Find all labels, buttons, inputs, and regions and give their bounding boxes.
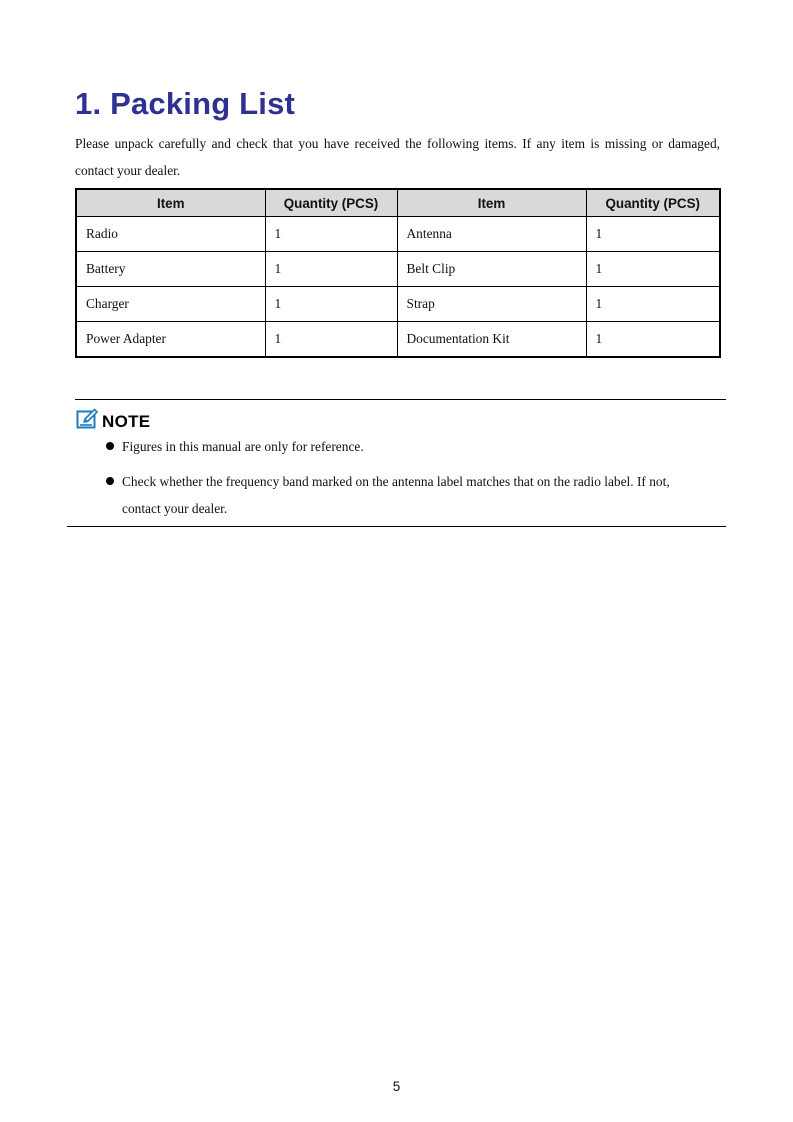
table-header-row — [76, 189, 720, 217]
item-cell: Charger — [76, 287, 265, 322]
note-top-divider — [75, 399, 726, 400]
note-list — [106, 433, 706, 530]
quantity-cell: 1 — [586, 252, 720, 287]
note-text: Figures in this manual are only for reference. — [122, 439, 364, 454]
intro-paragraph: Please unpack carefully and check that you have received the following items. If any item is missing or damaged, contact your dealer. — [75, 136, 720, 178]
item-cell: Antenna — [397, 217, 586, 252]
note-title: NOTE — [102, 412, 151, 431]
quantity-cell: 1 — [265, 287, 397, 322]
note-edit-icon — [76, 408, 98, 430]
page-title: 1. Packing List — [75, 86, 296, 121]
packing-list-table — [75, 188, 721, 358]
quantity-cell: 1 — [586, 217, 720, 252]
quantity-cell: 1 — [586, 287, 720, 322]
column-header-quantity: Quantity (PCS) — [265, 189, 397, 217]
list-item — [106, 433, 706, 460]
list-item — [106, 468, 706, 522]
item-cell: Battery — [76, 252, 265, 287]
quantity-cell: 1 — [265, 217, 397, 252]
table-row — [76, 217, 720, 252]
item-cell: Documentation Kit — [397, 322, 586, 358]
note-text: Check whether the frequency band marked on the antenna label matches that on the radio label. If not, contact your dealer. — [122, 474, 670, 516]
item-cell: Radio — [76, 217, 265, 252]
quantity-cell: 1 — [265, 252, 397, 287]
column-header-item: Item — [397, 189, 586, 217]
bullet-icon — [106, 442, 114, 450]
table-row — [76, 252, 720, 287]
column-header-item: Item — [76, 189, 265, 217]
column-header-quantity: Quantity (PCS) — [586, 189, 720, 217]
quantity-cell: 1 — [265, 322, 397, 358]
page-number: 5 — [392, 1079, 401, 1094]
bullet-icon — [106, 477, 114, 485]
quantity-cell: 1 — [586, 322, 720, 358]
item-cell: Belt Clip — [397, 252, 586, 287]
note-bottom-divider — [67, 526, 726, 527]
item-cell: Power Adapter — [76, 322, 265, 358]
table-row — [76, 322, 720, 358]
table-row — [76, 287, 720, 322]
item-cell: Strap — [397, 287, 586, 322]
